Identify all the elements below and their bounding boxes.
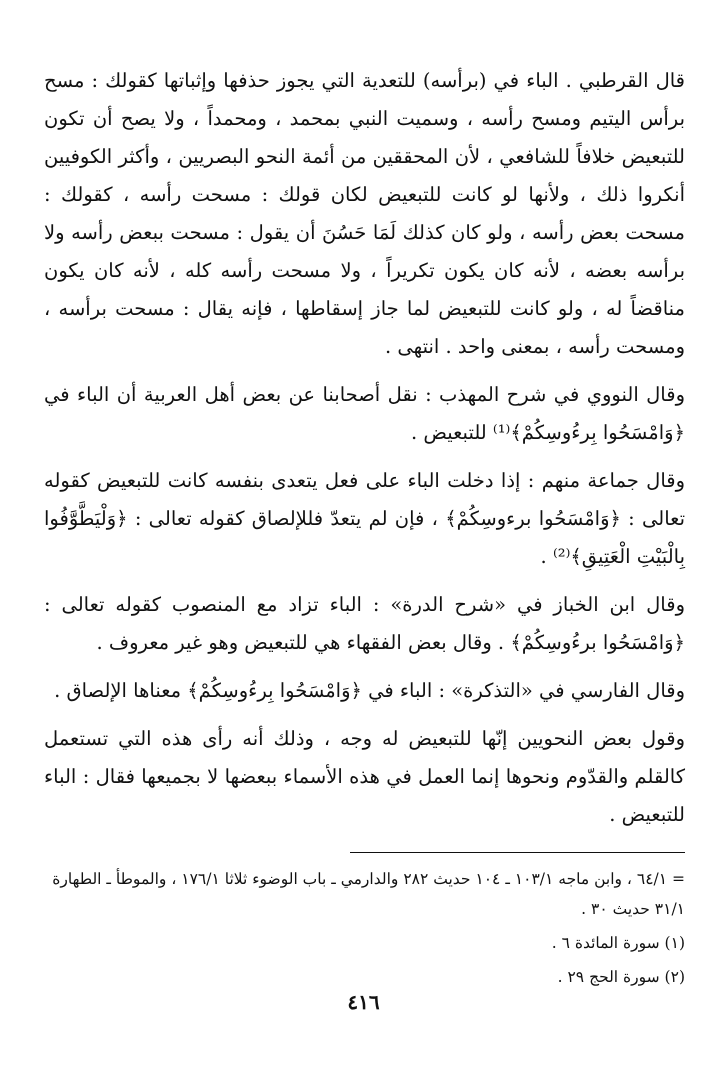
paragraph-qurtubi: قال القرطبي . الباء في (برأسه) للتعدية التي يجوز حذفها وإثباتها كقولك : مسح برأس اليتيم ومسح رأسه ، وسميت النبي بمحمد ، ومحمداً ، ولا يصح أن تكون للتبعيض خلافاً للشافعي ، لأن المحققين من أئمة النحو البصريين ، وأكثر الكوفيين أنكروا ذلك ، ولأنها لو كانت للتبعيض لكان قولك : مسحت رأسه ، كقولك : مسحت بعض رأسه ، ولو كان كذلك لَمَا حَسُنَ أن يقول : مسحت ببعض رأسه ولا برأسه بعضه ، لأنه كان يكون تكريراً ، ولا مسحت رأسه كله ، لأنه كان يكون مناقضاً له ، ولو كانت للتبعيض لما جاز إسقاطها ، فإنه يقال : مسحت برأسه ، ومسحت رأسه ، بمعنى واحد . انتهى .: [44, 69, 685, 358]
footnote-1: (١) سورة المائدة ٦ .: [551, 934, 685, 952]
paragraph-nawawi: وقال النووي في شرح المهذب : نقل أصحابنا عن بعض أهل العربية أن الباء في ﴿وَامْسَحُوا بِرءُوسِكُمْ﴾⁽¹⁾ للتبعيض .: [44, 383, 685, 444]
main-text: [44, 62, 685, 834]
paragraph-jamaa: وقال جماعة منهم : إذا دخلت الباء على فعل يتعدى بنفسه كانت للتبعيض كقوله تعالى : ﴿وَامْسَحُوا برءوسِكُمْ﴾ ، فإن لم يتعدّ فللإلصاق كقوله تعالى : ﴿وَلْيَطَّوَّفُوا بِالْبَيْتِ الْعَتِيقِ﴾⁽²⁾ .: [44, 469, 685, 568]
page-number: ٤١٦: [347, 990, 380, 1014]
paragraph-farisi: وقال الفارسي في «التذكرة» : الباء في ﴿وَامْسَحُوا بِرءُوسِكُمْ﴾ معناها الإلصاق .: [54, 679, 685, 702]
paragraph-nahwiyyin: وقول بعض النحويين إنّها للتبعيض له وجه ، وذلك أنه رأى هذه التي تستعمل كالقلم والقدّوم ونحوها إنما العمل في هذه الأسماء ببعضها لا بجميعها فقال : الباء للتبعيض .: [44, 727, 685, 826]
footnote-2: (٢) سورة الحج ٢٩ .: [557, 968, 685, 986]
footnotes: [44, 864, 685, 992]
footnote-continuation: = ٦٤/١ ، وابن ماجه ١٠٣/١ ـ ١٠٤ حديث ٢٨٢ والدارمي ـ باب الوضوء ثلاثا ١٧٦/١ ، والموطأ ـ الطهارة ٣١/١ حديث ٣٠ .: [52, 870, 685, 918]
footnote-divider: [350, 852, 685, 853]
paragraph-ibn-khabbaz: وقال ابن الخباز في «شرح الدرة» : الباء تزاد مع المنصوب كقوله تعالى : ﴿وَامْسَحُوا برءُوسِكُمْ﴾ . وقال بعض الفقهاء هي للتبعيض وهو غير معروف .: [44, 593, 685, 654]
